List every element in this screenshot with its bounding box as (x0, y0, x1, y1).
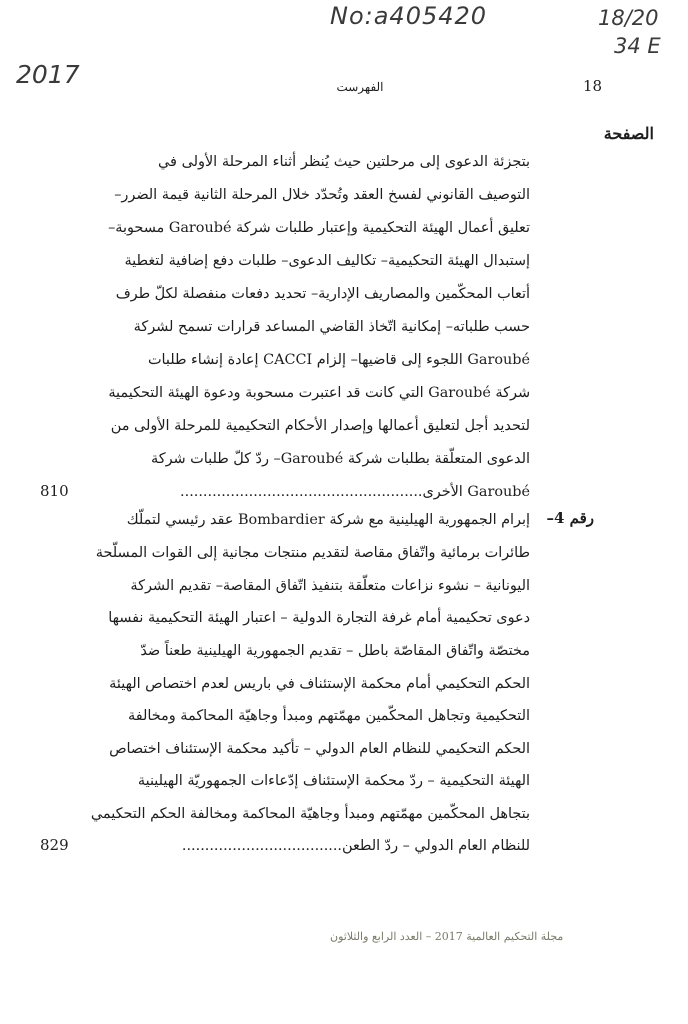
page-column-label: الصفحة (603, 124, 654, 143)
handwritten-year: 2017 (16, 60, 80, 89)
entry-line: Garoubé اللجوء إلى قاضيها– إلزام CACCI إعادة إنشاء طلبات (147, 352, 530, 368)
entry-line: إستبدال الهيئة التحكيمية– تكاليف الدعوى– طلبات دفع إضافية لتغطية (124, 253, 530, 269)
entry-number-label: رقم 4– (546, 509, 594, 527)
entry-line: دعوى تحكيمية أمام غرفة التجارة الدولية – اعتبار الهيئة التحكيمية نفسها (108, 610, 530, 626)
entry-line: طائرات برمائية واتّفاق مقاصة لتقديم منتجات مجانية إلى القوات المسلّحة (95, 545, 530, 561)
running-header-title: الفهرست (336, 80, 384, 94)
entry-line: اليونانية – نشوء نزاعات متعلّقة بتنفيذ اتّفاق المقاصة– تقديم الشركة (130, 578, 530, 594)
handwritten-folio: 18/20 (598, 6, 659, 30)
entry-line: بتجزئة الدعوى إلى مرحلتين حيث يُنظر أثناء المرحلة الأولى في (158, 154, 530, 170)
entry-line: الحكم التحكيمي للنظام العام الدولي – تأكيد محكمة الإستئناف اختصاص (109, 741, 530, 757)
entry-line: التوصيف القانوني لفسخ العقد وتُحدّد خلال المرحلة الثانية قيمة الضرر– (114, 187, 530, 203)
journal-footer: مجلة التحكيم العالمية 2017 – العدد الرابع والثلاثون (330, 930, 564, 943)
entry-page-number: 829 (40, 836, 69, 854)
entry-line: Garoubé الأخرى..................................................... (180, 484, 530, 500)
entry-line: الدعوى المتعلّقة بطلبات شركة Garoubé– ردّ كلّ طلبات شركة (151, 451, 530, 467)
entry-line: إبرام الجمهورية الهيلينية مع شركة Bombardier عقد رئيسي لتملّك (126, 512, 530, 528)
handwritten-reference-number: No:a405420 (330, 2, 488, 30)
entry-line: تعليق أعمال الهيئة التحكيمية وإعتبار طلبات شركة Garoubé مسحوبة– (108, 220, 530, 236)
entry-line: شركة Garoubé التي كانت قد اعتبرت مسحوبة ودعوة الهيئة التحكيمية (108, 385, 530, 401)
entry-line: حسب طلباته– إمكانية اتّخاذ القاضي المساعد قرارات تسمح لشركة (133, 319, 530, 335)
entry-line: بتجاهل المحكّمين مهمّتهم ومبدأ وجاهيّة المحاكمة ومخالفة الحكم التحكيمي (90, 806, 530, 822)
entry-line: الحكم التحكيمي أمام محكمة الإستئناف في باريس لعدم اختصاص الهيئة (109, 676, 530, 692)
page-number: 18 (583, 77, 603, 95)
handwritten-folio-code: 34 E (614, 34, 661, 58)
entry-page-number: 810 (40, 482, 69, 500)
entry-line: لتحديد أجل لتعليق أعمالها وإصدار الأحكام التحكيمية للمرحلة الأولى من (110, 418, 530, 434)
entry-line: الهيئة التحكيمية – ردّ محكمة الإستئناف إدّعاءات الجمهوريّة الهيلينية (137, 773, 530, 789)
entry-line: مختصّة واتّفاق المقاصّة باطل – تقديم الجمهورية الهيلينية طعناً ضدّ (140, 643, 530, 659)
entry-line: أتعاب المحكّمين والمصاريف الإدارية– تحديد دفعات منفصلة لكلّ طرف (115, 286, 530, 302)
entry-line: للنظام العام الدولي – ردّ الطعن................................... (181, 838, 530, 854)
entry-line: التحكيمية وتجاهل المحكّمين مهمّتهم ومبدأ وجاهيّة المحاكمة ومخالفة (128, 708, 530, 724)
